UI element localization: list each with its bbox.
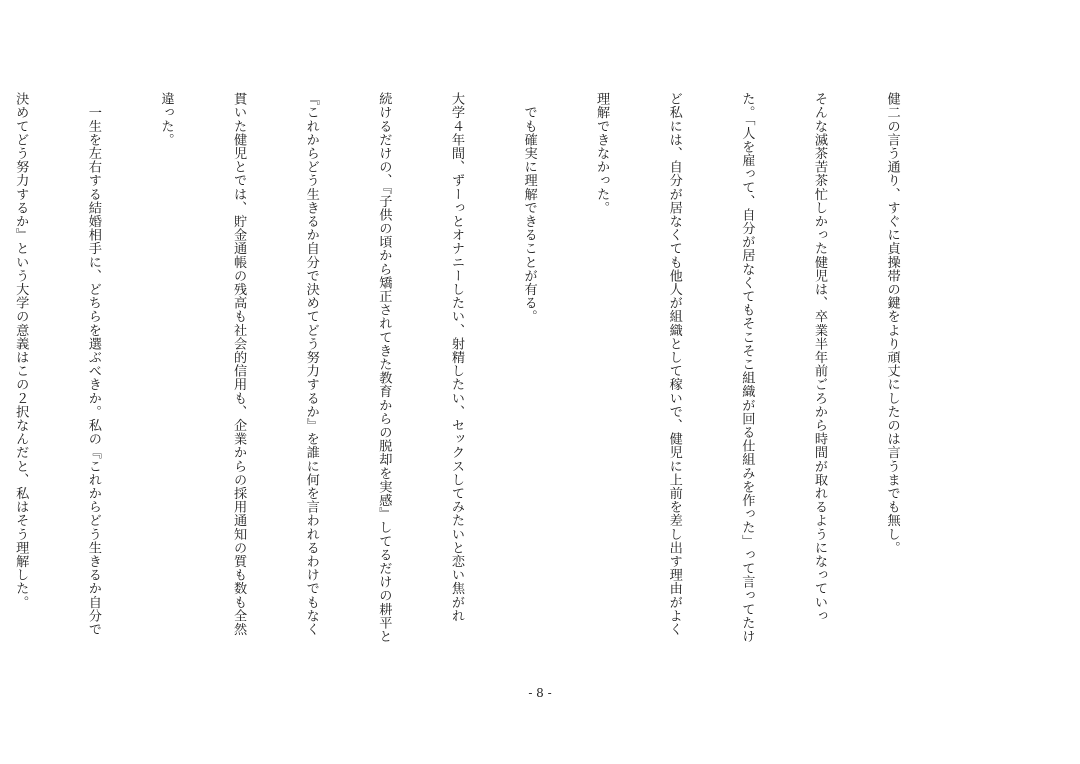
text-line: 理解できなかった。 xyxy=(594,92,610,215)
text-line: た。「人を雇って、自分が居なくてもそこそこ組織が回る仕組みを作った」って言ってたけ xyxy=(739,92,755,643)
text-line: 健二の言う通り、すぐに貞操帯の鍵をより頑丈にしたのは言うまでも無し。 xyxy=(884,92,900,555)
page-number: - 8 - xyxy=(528,686,552,700)
text-line: 『これからどう生きるか自分で決めてどう努力するか』を誰に何を言われるわけでもなく xyxy=(303,92,319,636)
text-line: 続けるだけの、『子供の頃から矯正されてきた教育からの脱却を実感』してるだけの耕平と xyxy=(376,92,392,643)
text-line: そんな滅茶苦茶忙しかった健児は、卒業半年前ごろから時間が取れるようになっていっ xyxy=(811,92,827,623)
text-line: 貫いた健児とでは、貯金通帳の残高も社会的信用も、企業からの採用通知の質も数も全然 xyxy=(231,92,247,636)
text-line: ど私には、自分が居なくても他人が組織として稼いで、健児に上前を差し出す理由がよく xyxy=(666,92,682,636)
text-line: 違った。 xyxy=(158,92,174,147)
text-line: でも確実に理解できることが有る。 xyxy=(521,92,537,324)
text-line: 大学４年間、ずーっとオナニーしたい、射精したい、セックスしてみたいと恋い焦がれ xyxy=(448,92,464,623)
text-line: 一生を左右する結婚相手に、どちらを選ぶべきか。私の『これからどう生きるか自分で xyxy=(85,92,101,636)
vertical-text-body xyxy=(0,92,952,682)
text-line: 決めてどう努力するか』という大学の意義はこの２択なんだと、私はそう理解した。 xyxy=(13,92,29,609)
